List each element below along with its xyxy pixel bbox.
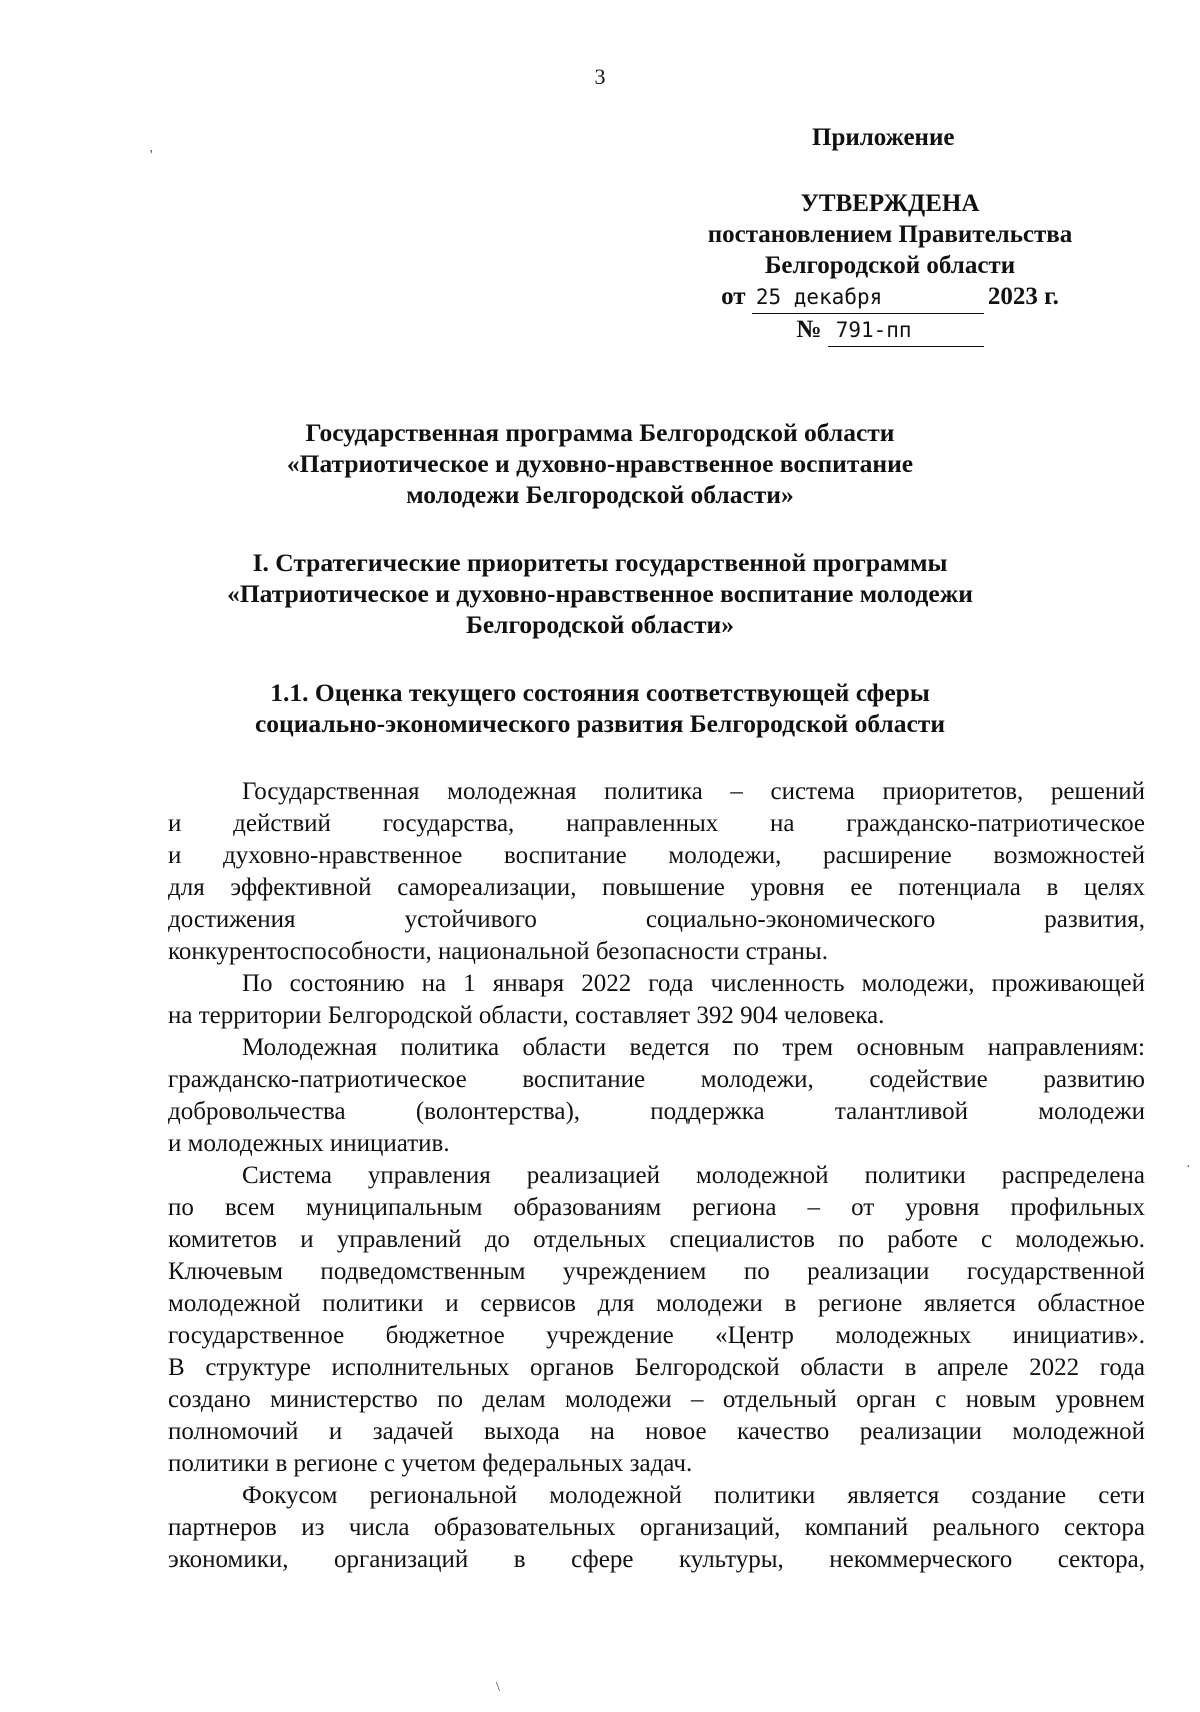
program-title-line: «Патриотическое и духовно-нравственное воспитание bbox=[286, 449, 914, 478]
approval-date-prefix: от bbox=[721, 283, 746, 310]
subsection-title-line: 1.1. Оценка текущего состояния соответствующей сферы bbox=[270, 678, 930, 707]
body-line: полномочий и задачей выхода на новое качество реализации молодежной bbox=[168, 1418, 1145, 1445]
body-line: комитетов и управлений до отдельных специалистов по работе с молодежью. bbox=[168, 1226, 1145, 1253]
body-line: добровольчества (волонтерства), поддержка талантливой молодежи bbox=[168, 1098, 1145, 1125]
body-line: создано министерство по делам молодежи – отдельный орган с новым уровнем bbox=[168, 1386, 1145, 1413]
body-line: для эффективной самореализации, повышение уровня ее потенциала в целях bbox=[168, 874, 1145, 901]
approval-block bbox=[660, 188, 1120, 347]
approval-number-prefix: № bbox=[796, 316, 822, 343]
body-line: политики в регионе с учетом федеральных задач. bbox=[168, 1450, 693, 1477]
section-title-line: I. Стратегические приоритеты государственной программы bbox=[252, 548, 948, 577]
body-line: молодежной политики и сервисов для молодежи в регионе является областное bbox=[168, 1290, 1145, 1317]
body-line: Ключевым подведомственным учреждением по реализации государственной bbox=[168, 1258, 1145, 1285]
body-line: достижения устойчивого социально-экономического развития, bbox=[168, 906, 1145, 933]
section-title bbox=[150, 547, 1050, 640]
body-line: и духовно-нравственное воспитание молодежи, расширение возможностей bbox=[168, 842, 1145, 869]
approval-date-value: 25 декабря bbox=[752, 282, 984, 314]
section-title-line: «Патриотическое и духовно-нравственное воспитание молодежи bbox=[227, 579, 973, 608]
body-line: Фокусом региональной молодежной политики является создание сети bbox=[242, 1482, 1145, 1509]
approval-date-suffix: 2023 г. bbox=[987, 283, 1059, 310]
page-number: 3 bbox=[594, 64, 606, 89]
approval-title: УТВЕРЖДЕНА bbox=[800, 190, 980, 217]
body-line: по всем муниципальным образованиям региона – от уровня профильных bbox=[168, 1194, 1145, 1221]
scan-mark-right: · bbox=[1186, 1160, 1191, 1175]
scan-mark-bottom: \ bbox=[496, 1680, 500, 1695]
program-title-line: молодежи Белгородской области» bbox=[406, 480, 794, 509]
program-title bbox=[150, 417, 1050, 510]
approval-number-value: 791-пп bbox=[828, 315, 984, 347]
scan-mark-left: ' bbox=[150, 148, 153, 163]
body-line: государственное бюджетное учреждение «Центр молодежных инициатив». bbox=[168, 1322, 1145, 1349]
program-title-line: Государственная программа Белгородской области bbox=[305, 418, 895, 447]
approval-number bbox=[660, 314, 1120, 347]
body-line: экономики, организаций в сфере культуры, некоммерческого сектора, bbox=[168, 1546, 1145, 1573]
subsection-title bbox=[150, 677, 1050, 739]
body-line: партнеров из числа образовательных организаций, компаний реального сектора bbox=[168, 1514, 1145, 1541]
body-line: Молодежная политика области ведется по трем основным направлениям: bbox=[242, 1034, 1145, 1061]
subsection-title-line: социально-экономического развития Белгородской области bbox=[254, 709, 946, 738]
body-line: конкурентоспособности, национальной безопасности страны. bbox=[168, 938, 828, 965]
approval-line-2: Белгородской области bbox=[764, 252, 1016, 279]
body-line: и действий государства, направленных на гражданско-патриотическое bbox=[168, 810, 1145, 837]
body-line: гражданско-патриотическое воспитание молодежи, содействие развитию bbox=[168, 1066, 1145, 1093]
body-line: По состоянию на 1 января 2022 года численность молодежи, проживающей bbox=[242, 970, 1145, 997]
body-line: на территории Белгородской области, составляет 392 904 человека. bbox=[168, 1002, 885, 1029]
body-line: и молодежных инициатив. bbox=[168, 1130, 450, 1157]
body-line: Система управления реализацией молодежной политики распределена bbox=[242, 1162, 1145, 1189]
approval-date bbox=[660, 281, 1120, 314]
approval-line-1: постановлением Правительства bbox=[707, 221, 1073, 248]
body-line: В структуре исполнительных органов Белгородской области в апреле 2022 года bbox=[168, 1354, 1145, 1381]
appendix-label: Приложение bbox=[812, 124, 955, 151]
section-title-line: Белгородской области» bbox=[466, 610, 734, 639]
body-line: Государственная молодежная политика – система приоритетов, решений bbox=[242, 778, 1145, 805]
